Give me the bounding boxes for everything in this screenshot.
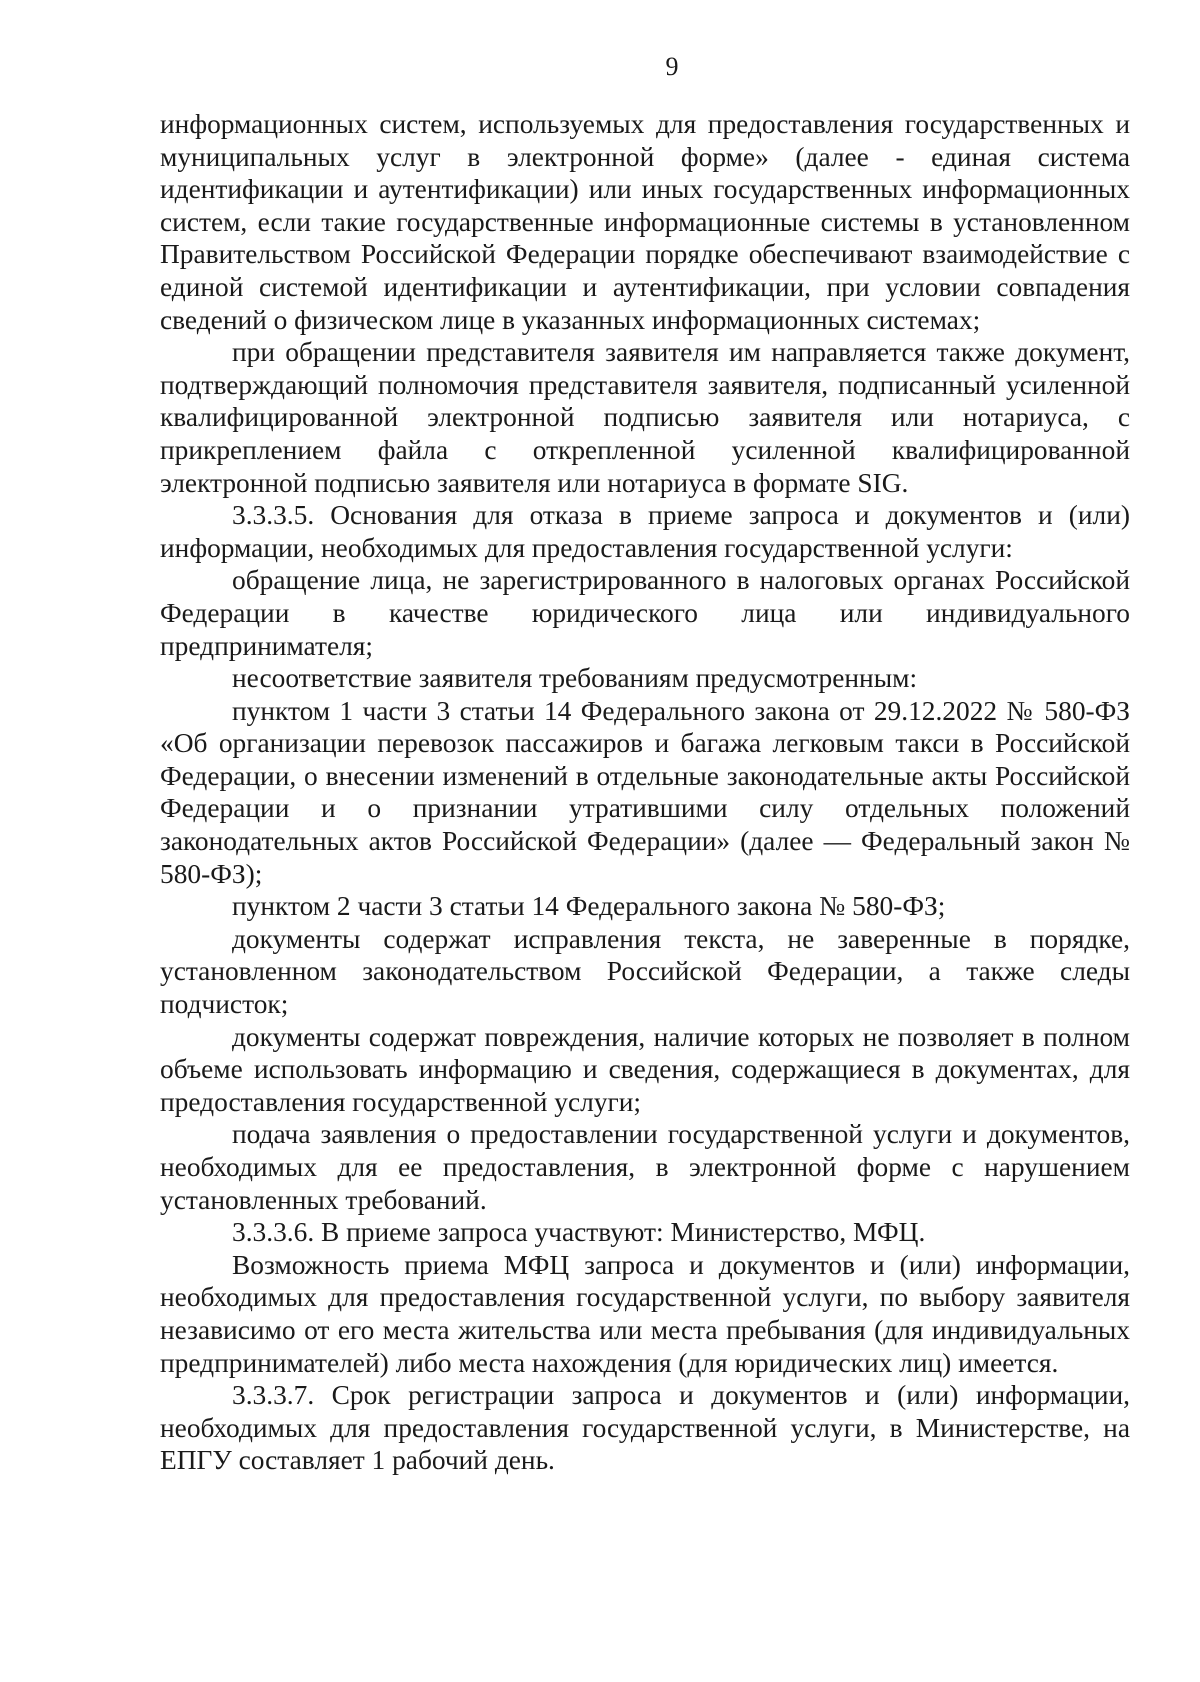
paragraph-point-1: пунктом 1 части 3 статьи 14 Федерального закона от 29.12.2022 № 580-ФЗ «Об организации перевозок пассажиров и багажа легковым такси в Российской Федерации, о внесении изменений в отдельные законодательные акты Российской Федерации и о признании утратившими силу отдельных положений законодательных актов Российской Федерации» (далее — Федеральный закон № 580-ФЗ); xyxy=(160,695,1130,889)
page-number: 9 xyxy=(665,52,679,81)
section-3-3-3-6: 3.3.3.6. В приеме запроса участвуют: Министерство, МФЦ. xyxy=(232,1217,926,1248)
paragraph-mfc-reception: Возможность приема МФЦ запроса и документов и (или) информации, необходимых для предоставления государственной услуги, по выбору заявителя независимо от его места жительства или места пребывания (для индивидуальных предпринимателей) либо места нахождения (для юридических лиц) имеется. xyxy=(160,1249,1130,1378)
document-body xyxy=(160,108,1130,1477)
paragraph-unregistered-person: обращение лица, не зарегистрированного в налоговых органах Российской Федерации в качестве юридического лица или индивидуального предпринимателя; xyxy=(160,565,1130,661)
paragraph-continuation: информационных систем, используемых для предоставления государственных и муниципальных услуг в электронной форме» (далее - единая система идентификации и аутентификации) или иных государственных информационных систем, если такие государственные информационные системы в установленном Правительством Российской Федерации порядке обеспечивают взаимодействие с единой системой идентификации и аутентификации, при условии совпадения сведений о физическом лице в указанных информационных системах; xyxy=(160,109,1130,335)
paragraph-damage: документы содержат повреждения, наличие которых не позволяет в полном объеме использовать информацию и сведения, содержащиеся в документах, для предоставления государственной услуги; xyxy=(160,1021,1130,1117)
paragraph-electronic-violation: подача заявления о предоставлении государственной услуги и документов, необходимых для ее предоставления, в электронной форме с нарушением установленных требований. xyxy=(160,1119,1130,1215)
paragraph-noncompliance: несоответствие заявителя требованиям предусмотренным: xyxy=(232,663,918,694)
section-3-3-3-7: 3.3.3.7. Срок регистрации запроса и документов и (или) информации, необходимых для предоставления государственной услуги, в Министерстве, на ЕПГУ составляет 1 рабочий день. xyxy=(160,1380,1130,1476)
paragraph-corrections: документы содержат исправления текста, не заверенные в порядке, установленном законодательством Российской Федерации, а также следы подчисток; xyxy=(160,923,1130,1020)
paragraph-point-2: пунктом 2 части 3 статьи 14 Федерального закона № 580-ФЗ; xyxy=(232,891,946,922)
section-3-3-3-5: 3.3.3.5. Основания для отказа в приеме запроса и документов и (или) информации, необходимых для предоставления государственной услуги: xyxy=(160,500,1130,563)
paragraph-representative-documents: при обращении представителя заявителя им направляется также документ, подтверждающий полномочия представителя заявителя, подписанный усиленной квалифицированной электронной подписью заявителя или нотариуса, с прикреплением файла с открепленной усиленной квалифицированной электронной подписью заявителя или нотариуса в формате SIG. xyxy=(160,337,1130,498)
